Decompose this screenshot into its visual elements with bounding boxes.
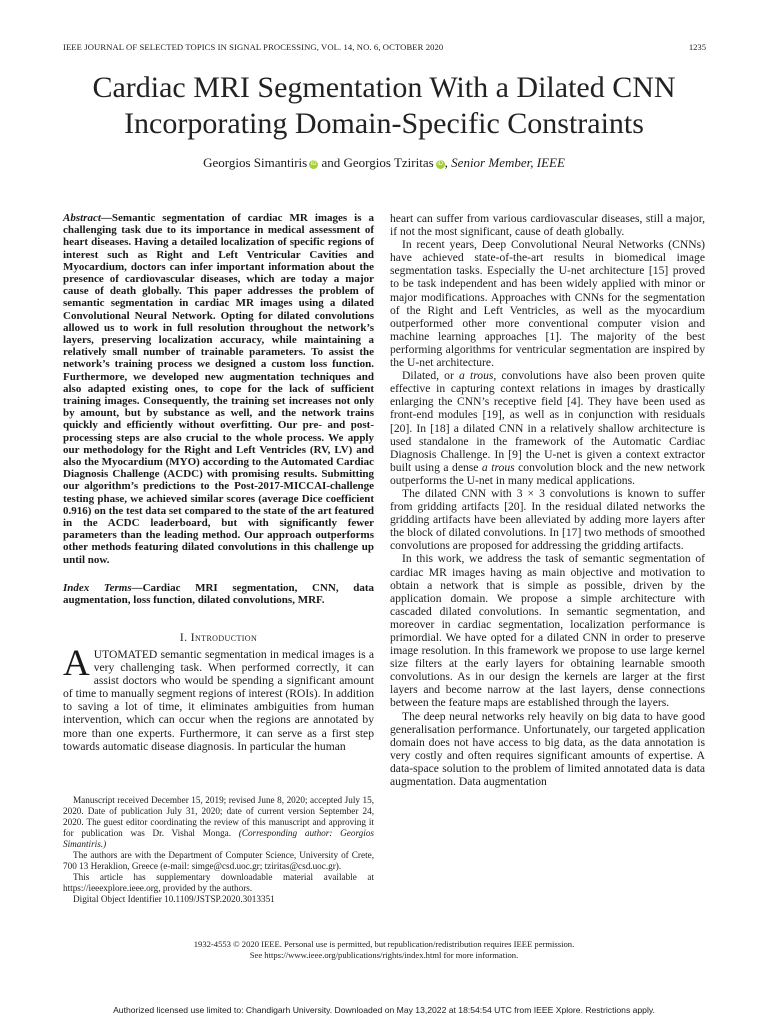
footnote-affiliation: The authors are with the Department of Computer Science, University of Crete, 700 13 Heraklion, Greece (e-mail: simge@csd.uoc.gr; tziritas@csd.uoc.gr). (63, 850, 374, 871)
footnote-supplementary: This article has supplementary downloadable material available at https://ieeexplore.ieee.org, provided by the authors. (63, 872, 374, 893)
abstract (63, 212, 374, 566)
section-title: Introduction (190, 631, 258, 644)
footnote-corresponding: (Corresponding author: Georgios Simantiris.) (63, 828, 374, 849)
paragraph: Dilated, or a trous, convolutions have also been proven quite effective in capturing context relations in images by drastically enlarging the CNN’s receptive field [4]. They have been used as front-end modules [19], as well as in conjunction with residuals [20]. In [18] a dilated CNN in a relatively shallow architecture is used standalone in the framework of the Automatic Cardiac Diagnosis Challenge. In [9] the U-net is given a context extractor built using a dense a trous convolution block and the new network outperforms the U-net in many medical applications. (390, 369, 705, 487)
intro-text: semantic segmentation in medical images is a very challenging task. When performed correctly, it can assist doctors who would be spending a significant amount of time to manually segment regions of interest (ROIs). In addition to saving a lot of time, it eliminates ambiguities from human intervention, which can occur when the regions are annotated by more than one experts. Furthermore, it can serve as a first step towards automatic disease diagnosis. In particular the human (63, 648, 374, 753)
right-column (390, 212, 705, 788)
copyright-line-2[interactable]: See https://www.ieee.org/publications/rights/index.html for more information. (249, 950, 519, 960)
index-terms-label: Index Terms (63, 582, 132, 594)
section-number: I. (179, 631, 188, 644)
paragraph: The dilated CNN with 3 × 3 convolutions is known to suffer from gridding artifacts [20]. In the residual dilated networks the gridding artifacts have been alleviated by adding more layers after the block of dilated convolutions. In [17] two methods of smoothed convolutions are proposed for addressing the gridding artifacts. (390, 486, 705, 553)
footnote-doi: Digital Object Identifier 10.1109/JSTSP.2020.3013351 (73, 894, 275, 904)
copyright-line-1: 1932-4553 © 2020 IEEE. Personal use is permitted, but republication/redistribution requires IEEE permission. (193, 939, 575, 949)
index-terms (63, 582, 374, 606)
author-1[interactable]: Georgios Simantiris (203, 155, 308, 170)
abstract-text: —Semantic segmentation of cardiac MR images is a challenging task due to its importance in medical assessment of heart diseases. Having a detailed localization of specific regions of interest such as Right and Left Ventricular Cavities and Myocardium, doctors can infer important information about the presence of cardiovascular diseases, which are today a major cause of death globally. This paper addresses the problem of semantic segmentation in cardiac MR images using a dilated Convolutional Neural Network. Opting for dilated convolutions allowed us to work in full resolution throughout the network’s layers, preserving localization accuracy, while maintaining a relatively small number of trainable parameters. To assist the network’s training process we designed a custom loss function. Furthermore, we developed new augmentation techniques and also adapted existing ones, to cope for the lack of sufficient training images. Consequently, the training set increases not only by amount, but by substance as well, and the network trains quickly and efficiently without overfitting. Our pre- and post-processing steps are also crucial to the whole process. We apply our methodology for the Right and Left Ventricles (RV, LV) and also the Myocardium (MYO) according to the Automated Cardiac Diagnosis Challenge (ACDC) with promising results. Submitting our algorithm’s predictions to the Post-2017-MICCAI-challenge testing phase, we achieved similar scores (average Dice coefficient 0.916) on the test data set compared to the state of the art featured in the ACDC leaderboard, but with significantly fewer parameters than the leading method. Our approach outperforms other methods featuring dilated convolutions in this challenge up until now. (63, 212, 374, 566)
paragraph: In this work, we address the task of semantic segmentation of cardiac MR images having as main objective and motivation to obtain a network that is simple as possible, driven by the application domain. We propose a simple architecture with cascaded dilated convolutions. In semantic segmentation, and moreover in cardiac segmentation, localization performance is primordial. We have opted for a dilated CNN in order to preserve image resolution. In this framework we propose to use large kernel size filters at the early layers for obtaining learnable smooth convolutions. As in our design the kernels are larger at the first layers and become narrow at the last layers, dense connections between the feature maps are established through the layers. (390, 552, 705, 710)
license-notice: Authorized licensed use limited to: Chandigarh University. Downloaded on May 13,2022 at 18:54:54 UTC from IEEE Xplore. Restrictions apply. (113, 1005, 655, 1015)
paragraph: The deep neural networks rely heavily on big data to have good generalisation performance. Unfortunately, our targeted application domain does not have access to big data, as the data annotation is very costly and often requires significant amounts of expertise. A data-space solution to the problem of limited annotated data is data augmentation. Data augmentation (390, 709, 705, 789)
paragraph: heart can suffer from various cardiovascular diseases, still a major, if not the most significant, cause of death globally. (390, 212, 705, 239)
author-2[interactable]: Georgios Tziritas (343, 155, 434, 170)
footnotes (63, 795, 374, 905)
footnote-received: Manuscript received December 15, 2019; revised June 8, 2020; accepted July 15, 2020. Date of publication July 31, 2020; date of current version September 24, 2020. The guest editor coordinating the review of this manuscript and approving it for publication was Dr. Vishal Monga. (Corresponding author: Georgios Simantiris.) (63, 795, 374, 849)
paper-title (0, 70, 768, 142)
author-list (0, 155, 768, 171)
section-heading (63, 631, 374, 644)
intro-paragraph (63, 643, 374, 753)
author-connector: and (321, 155, 341, 170)
copyright-notice (0, 939, 768, 961)
title-line-1: Cardiac MRI Segmentation With a Dilated CNN (92, 71, 676, 104)
intro-caps: UTOMATED (93, 648, 158, 661)
page-number: 1235 (688, 42, 706, 52)
journal-header: IEEE JOURNAL OF SELECTED TOPICS IN SIGNAL PROCESSING, VOL. 14, NO. 6, OCTOBER 2020 (63, 42, 444, 52)
orcid-icon[interactable]: iD (310, 161, 317, 167)
drop-cap: A (63, 643, 90, 684)
title-line-2: Incorporating Domain-Specific Constraints (124, 107, 644, 140)
index-terms-text: —Cardiac MRI segmentation, CNN, data augmentation, loss function, dilated convolutions, MRF. (63, 582, 374, 607)
paragraph: In recent years, Deep Convolutional Neural Networks (CNNs) have achieved state-of-the-art results in biomedical image segmentation tasks. Especially the U-net architecture [15] proved to be task independent and has been widely applied with minor or major modifications. Approaches with CNNs for the segmentation of the Right and Left Ventricles, as well as the myocardium outperformed other more conventional computer vision and machine learning approaches [1]. The majority of the best performing algorithms for ventricular segmentation are inspired by the U-net architecture. (390, 238, 705, 370)
orcid-icon[interactable]: iD (437, 161, 443, 167)
abstract-label: Abstract (63, 212, 101, 224)
author-2-title: , Senior Member, IEEE (444, 155, 565, 170)
